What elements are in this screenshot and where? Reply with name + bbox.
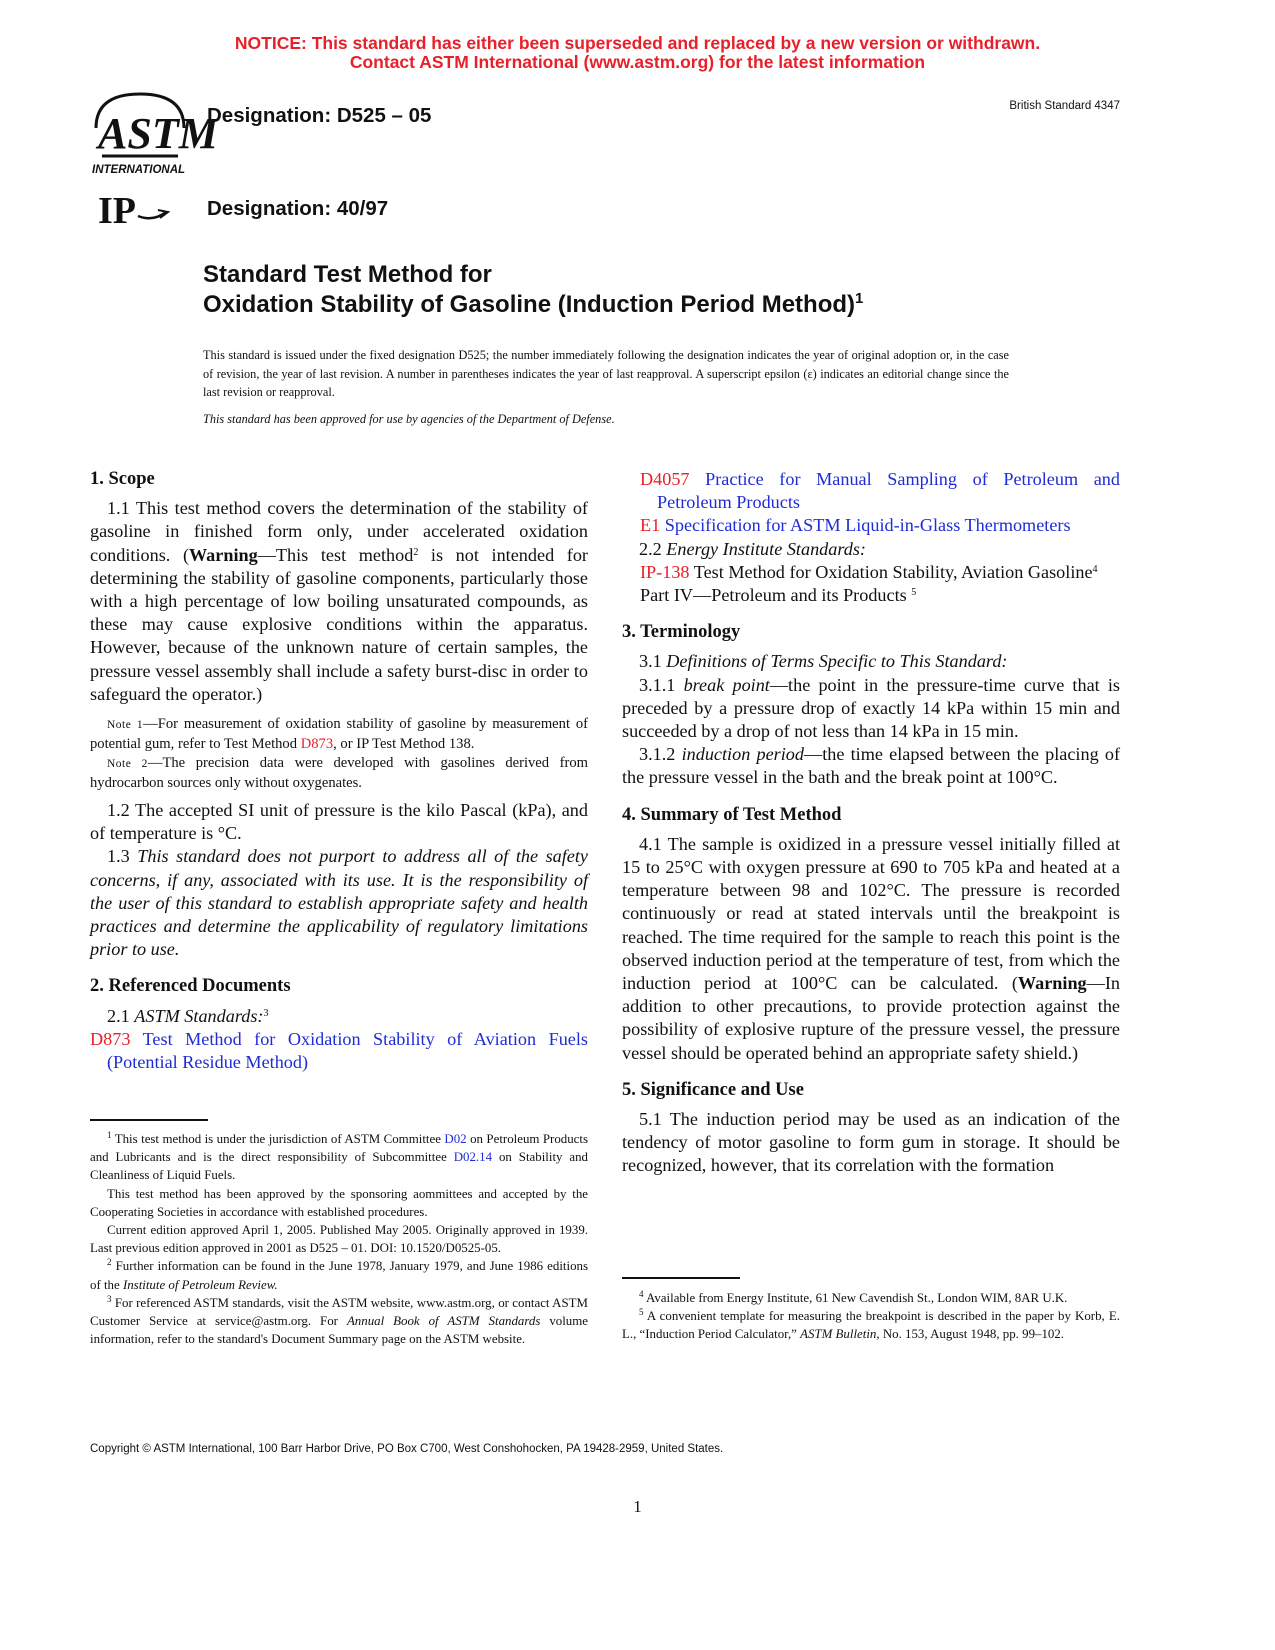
ref-ip138[interactable]: IP-138 Test Method for Oxidation Stability, Aviation Gasoline$^4$ xyxy=(640,561,1098,582)
astm-logo-graphic xyxy=(88,88,218,176)
ip-logo-letters: IP xyxy=(98,190,136,232)
dod-approval: This standard has been approved for use by agencies of the Department of Defense. xyxy=(203,412,615,426)
astm-logo-subtext: INTERNATIONAL xyxy=(92,164,186,176)
ref-d873[interactable]: D873 Test Method for Oxidation Stability of Aviation Fuels (Potential Residue Method) xyxy=(90,1028,588,1073)
section-1-heading: 1. Scope xyxy=(90,469,155,489)
para-3-1-1: 3.1.1 break point—the point in the pressure-time curve that is preceded by a pressure drop of exactly 14 kPa within 15 min and succeeded by a drop of not less than 14 kPa in 15 min. xyxy=(622,674,1121,742)
para-3-1-2: 3.1.2 induction period—the time elapsed between the placing of the pressure vessel in the bath and the break point at 100°C. xyxy=(622,744,1121,788)
footnotes-left xyxy=(90,1130,588,1348)
title-line-2 xyxy=(203,290,863,320)
para-4-1: 4.1 The sample is oxidized in a pressure vessel initially filled at 15 to 25°C with oxygen pressure at 690 to 705 kPa and heated at a temperature between 98 and 102°C. The pressure is recorded continuously or read at stated intervals until the breakpoint is reached. The time required for the sample to reach this point is the observed induction period at the temperature of test, from which the induction period at 100°C can be calculated. (Warning—In addition to other precautions, to provide protection against the possibility of explosive rupture of the pressure vessel, the pressure vessel should be operated behind an appropriate safety shield.) xyxy=(622,833,1120,1063)
notice-line-1: NOTICE: This standard has either been superseded and replaced by a new version or withdrawn. xyxy=(234,33,1041,53)
british-standard: British Standard 4347 xyxy=(1009,100,1120,112)
ref-e1[interactable]: E1 Specification for ASTM Liquid-in-Glass Thermometers xyxy=(640,515,1071,536)
section-3-heading: 3. Terminology xyxy=(622,622,741,643)
section-2-heading: 2. Referenced Documents xyxy=(90,976,291,997)
part-iv: Part IV—Petroleum and its Products $^5$ xyxy=(640,585,917,606)
title-footnote-mark: 1 xyxy=(855,290,864,307)
para-5-1: 5.1 The induction period may be used as an indication of the tendency of motor gasoline to form gum in storage. It should be recognized, however, that its correlation with the formation xyxy=(622,1109,1120,1176)
footnote-1-approval: This test method has been approved by the sponsoring aommittees and accepted by the Cooperating Societies in accordance with established procedures. xyxy=(90,1186,588,1219)
ref-d4057[interactable]: D4057 Practice for Manual Sampling of Petroleum and Petroleum Products xyxy=(640,469,1120,513)
issuance-statement: This standard is issued under the fixed designation D525; the number immediately following the designation indicates the year of original adoption or, in the case of revision, the year of last revision. A number in parentheses indicates the year of last reapproval. A superscript epsilon (ε) indicates an editorial change since the last revision or reapproval. xyxy=(203,348,1009,399)
para-1-1: 1.1 This test method covers the determination of the stability of gasoline in finished form only, under accelerated oxidation conditions. (Warning—This test method$^2$ is not intended for determining the stability of gasoline components, particularly those with a high percentage of low boiling unsaturated compounds, as these may cause explosive conditions within the apparatus. However, because of the unknown nature of certain samples, the pressure vessel assembly shall include a safety burst-disc in order to safeguard the operator.) xyxy=(90,498,588,704)
footnote-2: $^2$ Further information can be found in the June 1978, January 1979, and June 1986 editions of the Institute of Petroleum Review. xyxy=(90,1257,588,1292)
title-line-1: Standard Test Method for xyxy=(203,261,492,288)
footnote-5: $^5$ A convenient template for measuring the breakpoint is described in the paper by Korb, E. L., “Induction Period Calculator,” ASTM Bulletin, No. 153, August 1948, pp. 99–102. xyxy=(622,1307,1120,1342)
footnote-4: $^4$ Available from Energy Institute, 61 New Cavendish St., London WIM, 8AR U.K. xyxy=(639,1289,1068,1305)
footnote-3: $^3$ For referenced ASTM standards, visit the ASTM website, www.astm.org, or contact ASTM Customer Service at service@astm.org. For Annual Book of ASTM Standards volume information, refer to the standard's Document Summary page on the ASTM website. xyxy=(90,1293,588,1347)
left-column xyxy=(90,468,588,1074)
link-d02[interactable]: D02 xyxy=(444,1132,467,1146)
para-2-1: 2.1 ASTM Standards:$^3$ xyxy=(107,1005,269,1026)
astm-logo xyxy=(88,88,218,176)
section-5-heading: 5. Significance and Use xyxy=(622,1079,804,1100)
title-text: Oxidation Stability of Gasoline (Induction Period Method) xyxy=(203,291,856,318)
ip-designation: Designation: 40/97 xyxy=(207,197,389,220)
copyright-notice: Copyright © ASTM International, 100 Barr Harbor Drive, PO Box C700, West Conshohocken, PA 19428-2959, United States. xyxy=(90,1443,724,1455)
footnote-rule-right xyxy=(622,1277,740,1279)
section-4-heading: 4. Summary of Test Method xyxy=(622,804,842,825)
note-2: Note 2—The precision data were developed with gasolines derived from hydrocarbon sources only without oxygenates. xyxy=(90,755,588,792)
footnote-1-edition: Current edition approved April 1, 2005. Published May 2005. Originally approved in 1939. Last previous edition approved in 2001 as D525 – 01. DOI: 10.1520/D0525-05. xyxy=(90,1223,588,1256)
link-d02-14[interactable]: D02.14 xyxy=(453,1150,493,1165)
astm-designation: Designation: D525 – 05 xyxy=(207,104,432,127)
right-column xyxy=(622,468,1120,1178)
ip-logo xyxy=(98,190,170,232)
footnotes-right xyxy=(622,1289,1120,1344)
footnote-rule-left xyxy=(90,1119,208,1121)
notice-line-2: Contact ASTM International (www.astm.org) for the latest information xyxy=(349,52,926,72)
page-number: 1 xyxy=(633,1497,642,1516)
footnote-1: $^1$ This test method is under the jurisdiction of ASTM Committee D02 on Petroleum Products and Lubricants and is the direct responsibility of Subcommittee D02.14 on Stability and Cleanliness of Liquid Fuels. xyxy=(90,1130,588,1183)
link-d873[interactable]: D873 xyxy=(300,736,334,753)
astm-logo-letters: ASTM xyxy=(98,109,218,158)
para-2-2: 2.2 Energy Institute Standards: xyxy=(639,538,866,559)
para-1-3: 1.3 This standard does not purport to address all of the safety concerns, if any, associated with its use. It is the responsibility of the user of this standard to establish appropriate safety and health practices and determine the applicability of regulatory limitations prior to use. xyxy=(90,846,589,960)
note-1: Note 1—For measurement of oxidation stability of gasoline by measurement of potential gum, refer to Test Method D873, or IP Test Method 138. xyxy=(90,716,588,753)
para-1-2: 1.2 The accepted SI unit of pressure is the kilo Pascal (kPa), and of temperature is °C. xyxy=(90,800,588,844)
para-3-1: 3.1 Definitions of Terms Specific to This Standard: xyxy=(639,651,1008,672)
